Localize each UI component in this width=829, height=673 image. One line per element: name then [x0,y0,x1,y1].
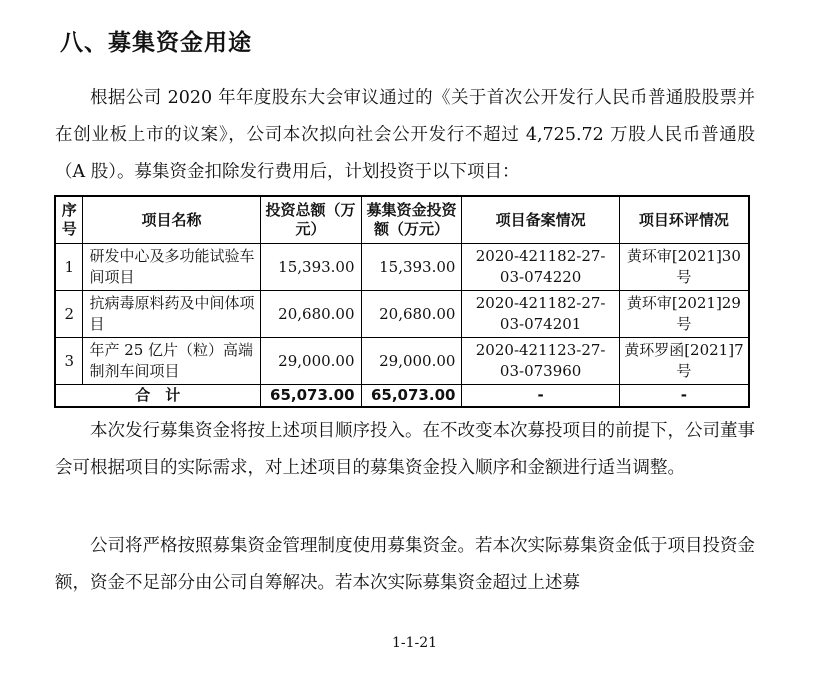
cell-filing: 2020-421182-27-03-074220 [462,244,619,291]
cell-raised: 29,000.00 [361,338,462,385]
cell-env: 黄环罗函[2021]7 号 [619,338,749,385]
cell-raised: 20,680.00 [361,291,462,338]
intro-paragraph: 根据公司 2020 年年度股东大会审议通过的《关于首次公开发行人民币普通股股票并在创业板上市的议案》，公司本次拟向社会公开发行不超过 4,725.72 万股人民币普通股（A 股）。募集资金扣除发行费用后，计划投资于以下项目： [55,88,755,182]
header-name: 项目名称 [83,196,260,244]
cell-name: 年产 25 亿片（粒）高端制剂车间项目 [83,338,260,385]
cell-total: 15,393.00 [260,244,361,291]
total-label: 合 计 [55,385,260,408]
cell-name: 研发中心及多功能试验车间项目 [83,244,260,291]
management-paragraph: 公司将严格按照募集资金管理制度使用募集资金。若本次实际募集资金低于项目投资金额，资金不足部分由公司自筹解决。若本次实际募集资金超过上述募 [55,536,755,593]
cell-name: 抗病毒原料药及中间体项目 [83,291,260,338]
cell-filing: 2020-421123-27-03-073960 [462,338,619,385]
page-number: 1-1-21 [391,635,438,651]
table-header-row [55,196,749,244]
header-filing: 项目备案情况 [462,196,619,244]
section-heading: 八、募集资金用途 [60,30,252,56]
total-env: - [619,385,749,408]
order-paragraph: 本次发行募集资金将按上述项目顺序投入。在不改变本次募投项目的前提下，公司董事会可根据项目的实际需求，对上述项目的募集资金投入顺序和金额进行适当调整。 [55,421,755,478]
header-env: 项目环评情况 [619,196,749,244]
table-row [55,291,749,338]
total-raised: 65,073.00 [361,385,462,408]
cell-no: 1 [55,244,83,291]
cell-total: 20,680.00 [260,291,361,338]
table-row [55,244,749,291]
cell-no: 2 [55,291,83,338]
total-filing: - [462,385,619,408]
cell-no: 3 [55,338,83,385]
total-row [55,385,749,408]
fund-use-table [54,195,750,408]
cell-filing: 2020-421182-27-03-074201 [462,291,619,338]
cell-raised: 15,393.00 [361,244,462,291]
header-total: 投资总额（万元） [260,196,361,244]
cell-env: 黄环审[2021]29 号 [619,291,749,338]
cell-total: 29,000.00 [260,338,361,385]
total-amount: 65,073.00 [260,385,361,408]
cell-env: 黄环审[2021]30 号 [619,244,749,291]
header-raised: 募集资金投资额（万元） [361,196,462,244]
table-row [55,338,749,385]
header-no: 序号 [55,196,83,244]
